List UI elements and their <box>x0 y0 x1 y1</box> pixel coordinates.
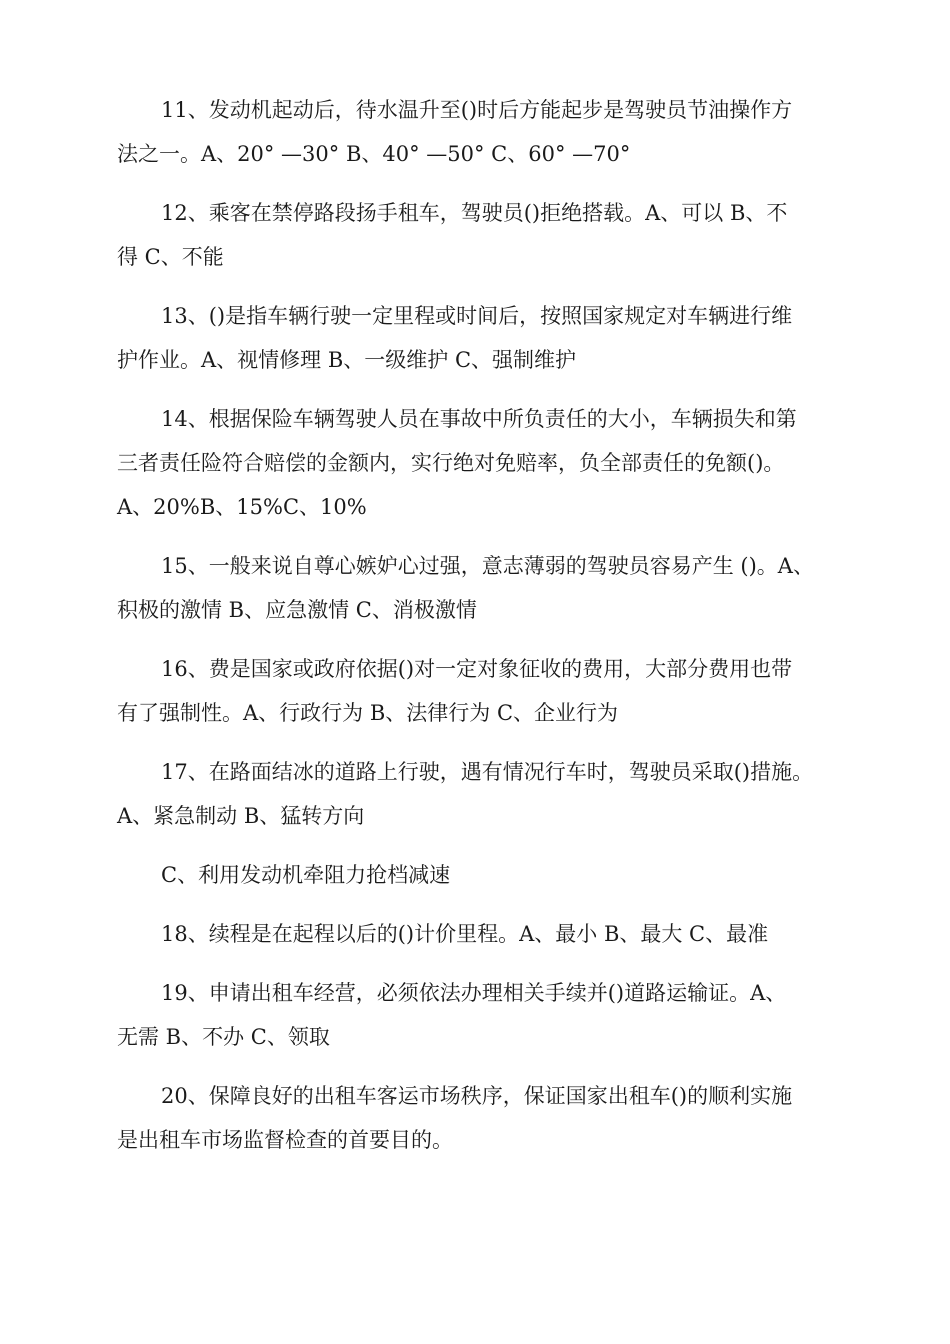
question-17 <box>117 750 857 838</box>
question-text-line: 护作业。A、视情修理 B、一级维护 C、强制维护 <box>117 348 577 372</box>
question-text-line: 16、费是国家或政府依据()对一定对象征收的费用，大部分费用也带 <box>161 657 793 681</box>
question-text-line: 得 C、不能 <box>117 245 224 269</box>
question-list <box>117 88 857 1177</box>
question-text-line: 是出租车市场监督检查的首要目的。 <box>117 1128 453 1152</box>
question-16 <box>117 647 857 735</box>
question-text-line: 14、根据保险车辆驾驶人员在事故中所负责任的大小，车辆损失和第 <box>161 407 797 431</box>
question-text-line: 17、在路面结冰的道路上行驶，遇有情况行车时，驾驶员采取()措施。 <box>161 760 814 784</box>
question-text-line: 三者责任险符合赔偿的金额内，实行绝对免赔率，负全部责任的免额()。 <box>117 451 785 475</box>
question-18 <box>117 912 857 956</box>
question-11 <box>117 88 857 176</box>
question-text-line: 无需 B、不办 C、领取 <box>117 1025 330 1049</box>
question-20 <box>117 1074 857 1162</box>
question-text-line: 有了强制性。A、行政行为 B、法律行为 C、企业行为 <box>117 701 619 725</box>
question-19 <box>117 971 857 1059</box>
question-15 <box>117 544 857 632</box>
question-14 <box>117 397 857 529</box>
question-13 <box>117 294 857 382</box>
question-text-line: C、利用发动机牵阻力抢档减速 <box>161 863 451 887</box>
question-text-line: 积极的激情 B、应急激情 C、消极激情 <box>117 598 477 622</box>
question-text-line: A、20%B、15%C、10% <box>117 495 367 519</box>
question-text-line: 13、()是指车辆行驶一定里程或时间后，按照国家规定对车辆进行维 <box>161 304 793 328</box>
question-text-line: 12、乘客在禁停路段扬手租车，驾驶员()拒绝搭载。A、可以 B、不 <box>161 201 788 225</box>
question-text-line: 法之一。A、20° —30° B、40° —50° C、60° —70° <box>117 142 631 166</box>
question-12 <box>117 191 857 279</box>
question-text-line: 18、续程是在起程以后的()计价里程。A、最小 B、最大 C、最准 <box>161 922 769 946</box>
question-text-line: 20、保障良好的出租车客运市场秩序，保证国家出租车()的顺利实施 <box>161 1084 793 1108</box>
question-17-option-c <box>117 853 857 897</box>
question-text-line: 19、申请出租车经营，必须依法办理相关手续并()道路运输证。A、 <box>161 981 787 1005</box>
question-text-line: 15、一般来说自尊心嫉妒心过强，意志薄弱的驾驶员容易产生 ()。A、 <box>161 554 814 578</box>
question-text-line: A、紧急制动 B、猛转方向 <box>117 804 365 828</box>
question-text-line: 11、发动机起动后，待水温升至()时后方能起步是驾驶员节油操作方 <box>161 98 793 122</box>
